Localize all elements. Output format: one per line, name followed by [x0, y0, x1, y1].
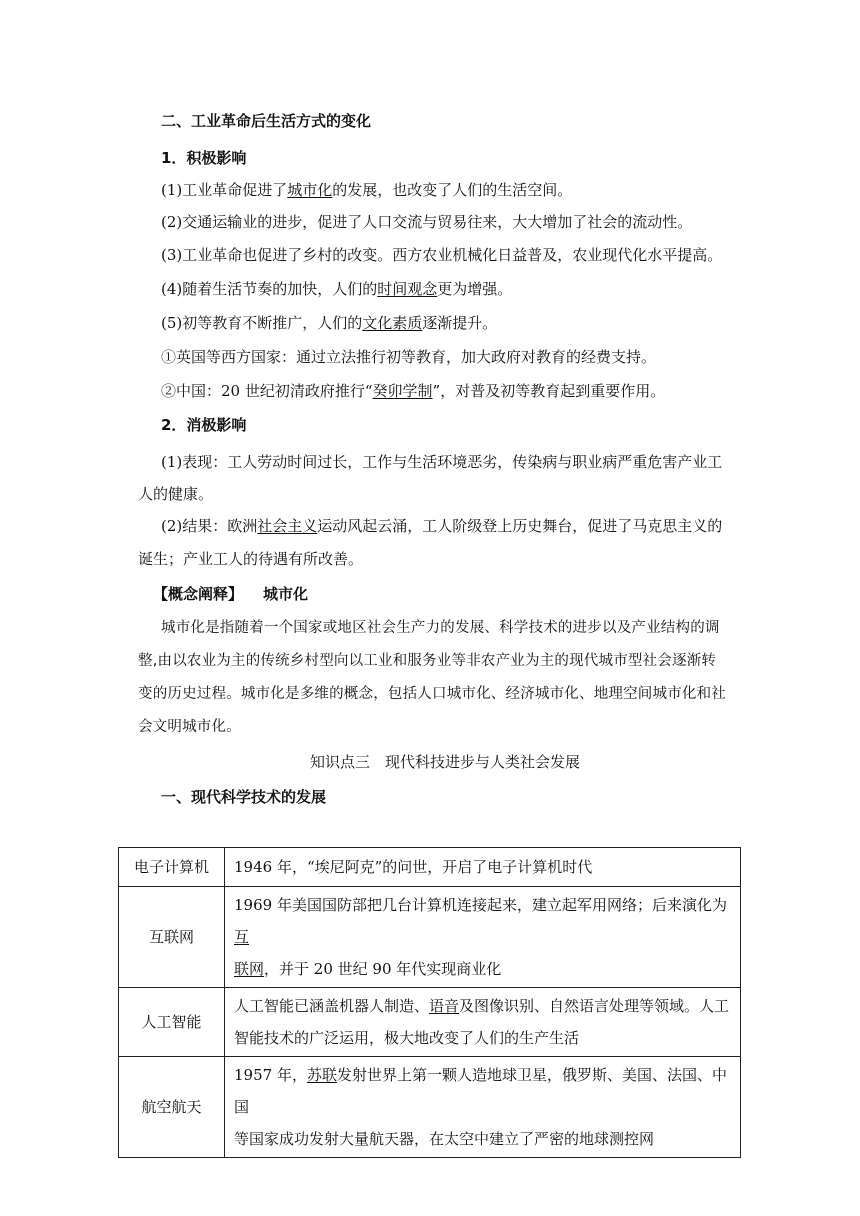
table-description-cell	[225, 988, 741, 1057]
table-row	[119, 887, 741, 988]
subsection-heading-positive: 1．积极影响	[161, 149, 247, 167]
text-span: 发射世界上第一颗人造地球卫星，俄罗斯、美国、法国、中国	[234, 1066, 727, 1116]
table-category-cell: 电子计算机	[119, 848, 225, 887]
table-description-cell	[225, 887, 741, 988]
text-span: 的发展，也改变了人们的生活空间。	[332, 181, 573, 199]
key-term: 互	[234, 928, 250, 946]
text-span: (4)随着生活节奏的加快，人们的	[161, 280, 378, 298]
text-span: 1957 年，	[234, 1066, 307, 1084]
text-span: 运动风起云涌，工人阶级登上历史舞台，促进了马克思主义的	[317, 517, 723, 535]
negative-item-2-line-1	[161, 516, 722, 536]
section-heading: 二、工业革命后生活方式的变化	[161, 112, 372, 130]
description-line	[234, 990, 732, 1022]
description-line: 等国家成功发射大量航天器，在太空中建立了严密的地球测控网	[234, 1130, 655, 1148]
key-term: 苏联	[306, 1066, 337, 1084]
negative-item-1-line-1: (1)表现：工人劳动时间过长，工作与生活环境恶劣，传染病与职业病严重危害产业工	[161, 453, 723, 471]
concept-line-1: 城市化是指随着一个国家或地区社会生产力的发展、科学技术的进步以及产业结构的调	[161, 620, 720, 636]
table-row	[119, 1057, 741, 1158]
text-span: (1)工业革命促进了	[161, 181, 288, 199]
table-category-cell: 互联网	[119, 887, 225, 988]
positive-sub-item-2	[161, 381, 665, 401]
concept-line-3: 变的历史过程。城市化是多维的概念，包括人口城市化、经济城市化、地理空间城市化和社	[138, 686, 726, 702]
positive-sub-item-1: ①英国等西方国家：通过立法推行初等教育，加大政府对教育的经费支持。	[161, 348, 657, 366]
description-line	[234, 1059, 732, 1123]
tech-table	[118, 847, 741, 1158]
description-line: 智能技术的广泛运用，极大地改变了人们的生产生活	[234, 1029, 580, 1047]
key-term: 城市化	[287, 181, 333, 199]
positive-item-2: (2)交通运输业的进步，促进了人口交流与贸易往来，大大增加了社会的流动性。	[161, 213, 693, 231]
concept-line-4: 会文明城市化。	[138, 719, 241, 735]
knowledge-point-heading: 一、现代科学技术的发展	[161, 788, 327, 806]
description-line	[234, 953, 732, 985]
text-span: 更为增强。	[437, 280, 513, 298]
positive-item-1	[161, 180, 572, 200]
negative-item-2-line-2: 诞生；产业工人的待遇有所改善。	[138, 550, 364, 568]
text-span: 1969 年美国国防部把几台计算机连接起来，建立起军用网络；后来演化为	[234, 896, 727, 914]
table-description-cell	[225, 1057, 741, 1158]
text-span: ，并于 20 世纪 90 年代实现商业化	[264, 960, 502, 978]
table-category-cell: 航空航天	[119, 1057, 225, 1158]
table-row	[119, 848, 741, 887]
table-row	[119, 988, 741, 1057]
negative-item-1-line-2: 人的健康。	[138, 485, 214, 503]
key-term: 癸卯学制	[372, 382, 433, 400]
key-term: 语音	[429, 997, 460, 1015]
concept-tag: 【概念阐释】	[153, 585, 244, 603]
positive-item-4	[161, 279, 512, 299]
text-span: ”，对普及初等教育起到重要作用。	[432, 382, 666, 400]
text-span: 人工智能已涵盖机器人制造、	[234, 997, 430, 1015]
positive-item-5	[161, 313, 497, 333]
text-span: 逐渐提升。	[422, 314, 498, 332]
table-category-cell: 人工智能	[119, 988, 225, 1057]
text-span: 1946 年，“埃尼阿克”的问世，开启了电子计算机时代	[234, 858, 593, 876]
concept-heading	[153, 584, 308, 604]
key-term: 文化素质	[362, 314, 423, 332]
table-description-cell	[225, 848, 741, 887]
concept-term: 城市化	[263, 585, 309, 603]
text-span: ②中国：20 世纪初清政府推行“	[161, 382, 373, 400]
concept-line-2: 整,由以农业为主的传统乡村型向以工业和服务业等非农产业为主的现代城市型社会逐渐转	[138, 653, 717, 669]
description-line	[234, 889, 732, 953]
key-term: 时间观念	[377, 280, 438, 298]
text-span: (5)初等教育不断推广，人们的	[161, 314, 363, 332]
subsection-heading-negative: 2．消极影响	[161, 416, 247, 434]
positive-item-3: (3)工业革命也促进了乡村的改变。西方农业机械化日益普及，农业现代化水平提高。	[161, 246, 723, 264]
text-span: (2)结果：欧洲	[161, 517, 258, 535]
text-span: 及图像识别、自然语言处理等领域。人工	[459, 997, 730, 1015]
key-term: 社会主义	[257, 517, 318, 535]
key-term: 联网	[234, 960, 265, 978]
knowledge-point-title: 知识点三 现代科技进步与人类社会发展	[309, 753, 580, 771]
